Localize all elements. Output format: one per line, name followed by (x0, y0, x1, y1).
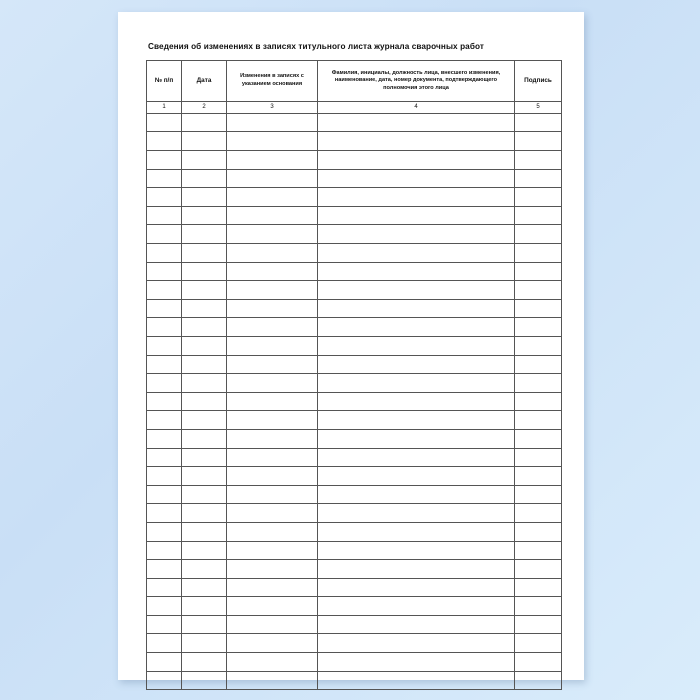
table-row (147, 671, 562, 690)
table-body (147, 113, 562, 689)
column-header-changes: Изменения в записях с указанием основания (227, 60, 318, 101)
cell-signature (515, 113, 562, 132)
table-row (147, 411, 562, 430)
cell-signature (515, 244, 562, 263)
cell-person (318, 541, 515, 560)
cell-date (182, 281, 227, 300)
cell-date (182, 560, 227, 579)
table-row (147, 578, 562, 597)
table-row (147, 504, 562, 523)
column-number-3: 3 (227, 101, 318, 113)
cell-signature (515, 151, 562, 170)
cell-changes (227, 281, 318, 300)
cell-changes (227, 541, 318, 560)
cell-date (182, 392, 227, 411)
cell-changes (227, 132, 318, 151)
cell-date (182, 578, 227, 597)
cell-person (318, 653, 515, 672)
table-row (147, 615, 562, 634)
cell-person (318, 485, 515, 504)
cell-changes (227, 597, 318, 616)
cell-number (147, 578, 182, 597)
table-row (147, 634, 562, 653)
cell-person (318, 560, 515, 579)
cell-changes (227, 504, 318, 523)
cell-number (147, 560, 182, 579)
cell-number (147, 299, 182, 318)
cell-signature (515, 318, 562, 337)
table-row (147, 113, 562, 132)
cell-changes (227, 411, 318, 430)
cell-changes (227, 392, 318, 411)
table-row (147, 429, 562, 448)
cell-person (318, 188, 515, 207)
cell-signature (515, 467, 562, 486)
cell-signature (515, 392, 562, 411)
cell-date (182, 374, 227, 393)
cell-number (147, 392, 182, 411)
cell-number (147, 244, 182, 263)
cell-number (147, 262, 182, 281)
cell-changes (227, 206, 318, 225)
cell-person (318, 113, 515, 132)
cell-person (318, 336, 515, 355)
cell-person (318, 374, 515, 393)
table-row (147, 151, 562, 170)
cell-changes (227, 318, 318, 337)
cell-signature (515, 541, 562, 560)
cell-date (182, 448, 227, 467)
cell-changes (227, 188, 318, 207)
cell-number (147, 374, 182, 393)
table-row (147, 244, 562, 263)
cell-changes (227, 113, 318, 132)
cell-number (147, 485, 182, 504)
cell-signature (515, 522, 562, 541)
cell-number (147, 132, 182, 151)
cell-changes (227, 634, 318, 653)
cell-date (182, 671, 227, 690)
cell-person (318, 671, 515, 690)
cell-number (147, 151, 182, 170)
cell-changes (227, 653, 318, 672)
cell-number (147, 225, 182, 244)
table-header-row (147, 60, 562, 101)
table-row (147, 374, 562, 393)
cell-number (147, 411, 182, 430)
document-page (118, 12, 584, 680)
table-row (147, 281, 562, 300)
cell-changes (227, 262, 318, 281)
cell-signature (515, 188, 562, 207)
cell-person (318, 578, 515, 597)
cell-date (182, 355, 227, 374)
cell-changes (227, 560, 318, 579)
cell-person (318, 132, 515, 151)
cell-number (147, 206, 182, 225)
cell-date (182, 597, 227, 616)
table-row (147, 206, 562, 225)
cell-signature (515, 671, 562, 690)
cell-date (182, 132, 227, 151)
table-row (147, 560, 562, 579)
cell-number (147, 448, 182, 467)
table-row (147, 522, 562, 541)
cell-signature (515, 281, 562, 300)
column-number-1: 1 (147, 101, 182, 113)
cell-person (318, 634, 515, 653)
cell-date (182, 299, 227, 318)
records-table (146, 60, 562, 690)
cell-changes (227, 485, 318, 504)
cell-date (182, 504, 227, 523)
cell-changes (227, 355, 318, 374)
cell-changes (227, 151, 318, 170)
cell-signature (515, 206, 562, 225)
cell-person (318, 281, 515, 300)
column-header-number: № п/п (147, 60, 182, 101)
cell-number (147, 281, 182, 300)
table-row (147, 467, 562, 486)
cell-date (182, 429, 227, 448)
cell-number (147, 671, 182, 690)
table-row (147, 448, 562, 467)
cell-signature (515, 299, 562, 318)
cell-changes (227, 578, 318, 597)
cell-signature (515, 411, 562, 430)
cell-date (182, 411, 227, 430)
cell-date (182, 318, 227, 337)
cell-changes (227, 299, 318, 318)
cell-signature (515, 560, 562, 579)
table-header (147, 60, 562, 113)
cell-number (147, 169, 182, 188)
cell-person (318, 429, 515, 448)
cell-number (147, 522, 182, 541)
table-row (147, 541, 562, 560)
cell-person (318, 522, 515, 541)
cell-person (318, 448, 515, 467)
cell-number (147, 429, 182, 448)
cell-number (147, 541, 182, 560)
cell-signature (515, 429, 562, 448)
cell-changes (227, 448, 318, 467)
cell-date (182, 336, 227, 355)
cell-number (147, 467, 182, 486)
cell-changes (227, 244, 318, 263)
cell-changes (227, 671, 318, 690)
cell-changes (227, 169, 318, 188)
page-title: Сведения об изменениях в записях титульного листа журнала сварочных работ (148, 42, 484, 51)
cell-changes (227, 467, 318, 486)
cell-date (182, 541, 227, 560)
cell-signature (515, 132, 562, 151)
table-row (147, 169, 562, 188)
cell-person (318, 504, 515, 523)
cell-changes (227, 522, 318, 541)
cell-date (182, 206, 227, 225)
cell-number (147, 336, 182, 355)
cell-date (182, 151, 227, 170)
cell-changes (227, 336, 318, 355)
cell-date (182, 653, 227, 672)
cell-number (147, 597, 182, 616)
column-header-person: Фамилия, инициалы, должность лица, внесшего изменения, наименование, дата, номер документа, подтверждающего полномочия этого лица (318, 60, 515, 101)
table-row (147, 225, 562, 244)
table-row (147, 485, 562, 504)
cell-number (147, 355, 182, 374)
cell-date (182, 485, 227, 504)
cell-number (147, 653, 182, 672)
cell-changes (227, 225, 318, 244)
cell-person (318, 597, 515, 616)
table-row (147, 653, 562, 672)
cell-signature (515, 615, 562, 634)
cell-date (182, 262, 227, 281)
cell-signature (515, 578, 562, 597)
column-number-4: 4 (318, 101, 515, 113)
cell-changes (227, 429, 318, 448)
cell-signature (515, 336, 562, 355)
cell-person (318, 244, 515, 263)
cell-person (318, 206, 515, 225)
cell-date (182, 225, 227, 244)
cell-date (182, 522, 227, 541)
cell-signature (515, 653, 562, 672)
page-content (146, 42, 556, 690)
cell-person (318, 411, 515, 430)
cell-number (147, 113, 182, 132)
cell-person (318, 615, 515, 634)
cell-date (182, 634, 227, 653)
cell-signature (515, 504, 562, 523)
table-row (147, 336, 562, 355)
cell-date (182, 169, 227, 188)
cell-changes (227, 374, 318, 393)
table-row (147, 299, 562, 318)
cell-signature (515, 169, 562, 188)
cell-person (318, 225, 515, 244)
cell-signature (515, 448, 562, 467)
cell-number (147, 634, 182, 653)
table-row (147, 355, 562, 374)
column-header-signature: Подпись (515, 60, 562, 101)
cell-date (182, 615, 227, 634)
cell-signature (515, 262, 562, 281)
cell-signature (515, 485, 562, 504)
table-column-number-row (147, 101, 562, 113)
cell-number (147, 504, 182, 523)
cell-date (182, 188, 227, 207)
column-number-2: 2 (182, 101, 227, 113)
table-row (147, 262, 562, 281)
cell-person (318, 151, 515, 170)
cell-person (318, 467, 515, 486)
cell-signature (515, 597, 562, 616)
table-row (147, 597, 562, 616)
cell-signature (515, 355, 562, 374)
cell-person (318, 392, 515, 411)
table-row (147, 318, 562, 337)
table-row (147, 132, 562, 151)
cell-number (147, 318, 182, 337)
cell-person (318, 169, 515, 188)
cell-signature (515, 225, 562, 244)
cell-number (147, 188, 182, 207)
cell-person (318, 299, 515, 318)
cell-signature (515, 374, 562, 393)
cell-date (182, 467, 227, 486)
column-number-5: 5 (515, 101, 562, 113)
cell-person (318, 318, 515, 337)
cell-number (147, 615, 182, 634)
cell-date (182, 113, 227, 132)
cell-person (318, 355, 515, 374)
table-row (147, 188, 562, 207)
table-row (147, 392, 562, 411)
cell-person (318, 262, 515, 281)
cell-changes (227, 615, 318, 634)
column-header-date: Дата (182, 60, 227, 101)
cell-signature (515, 634, 562, 653)
cell-date (182, 244, 227, 263)
